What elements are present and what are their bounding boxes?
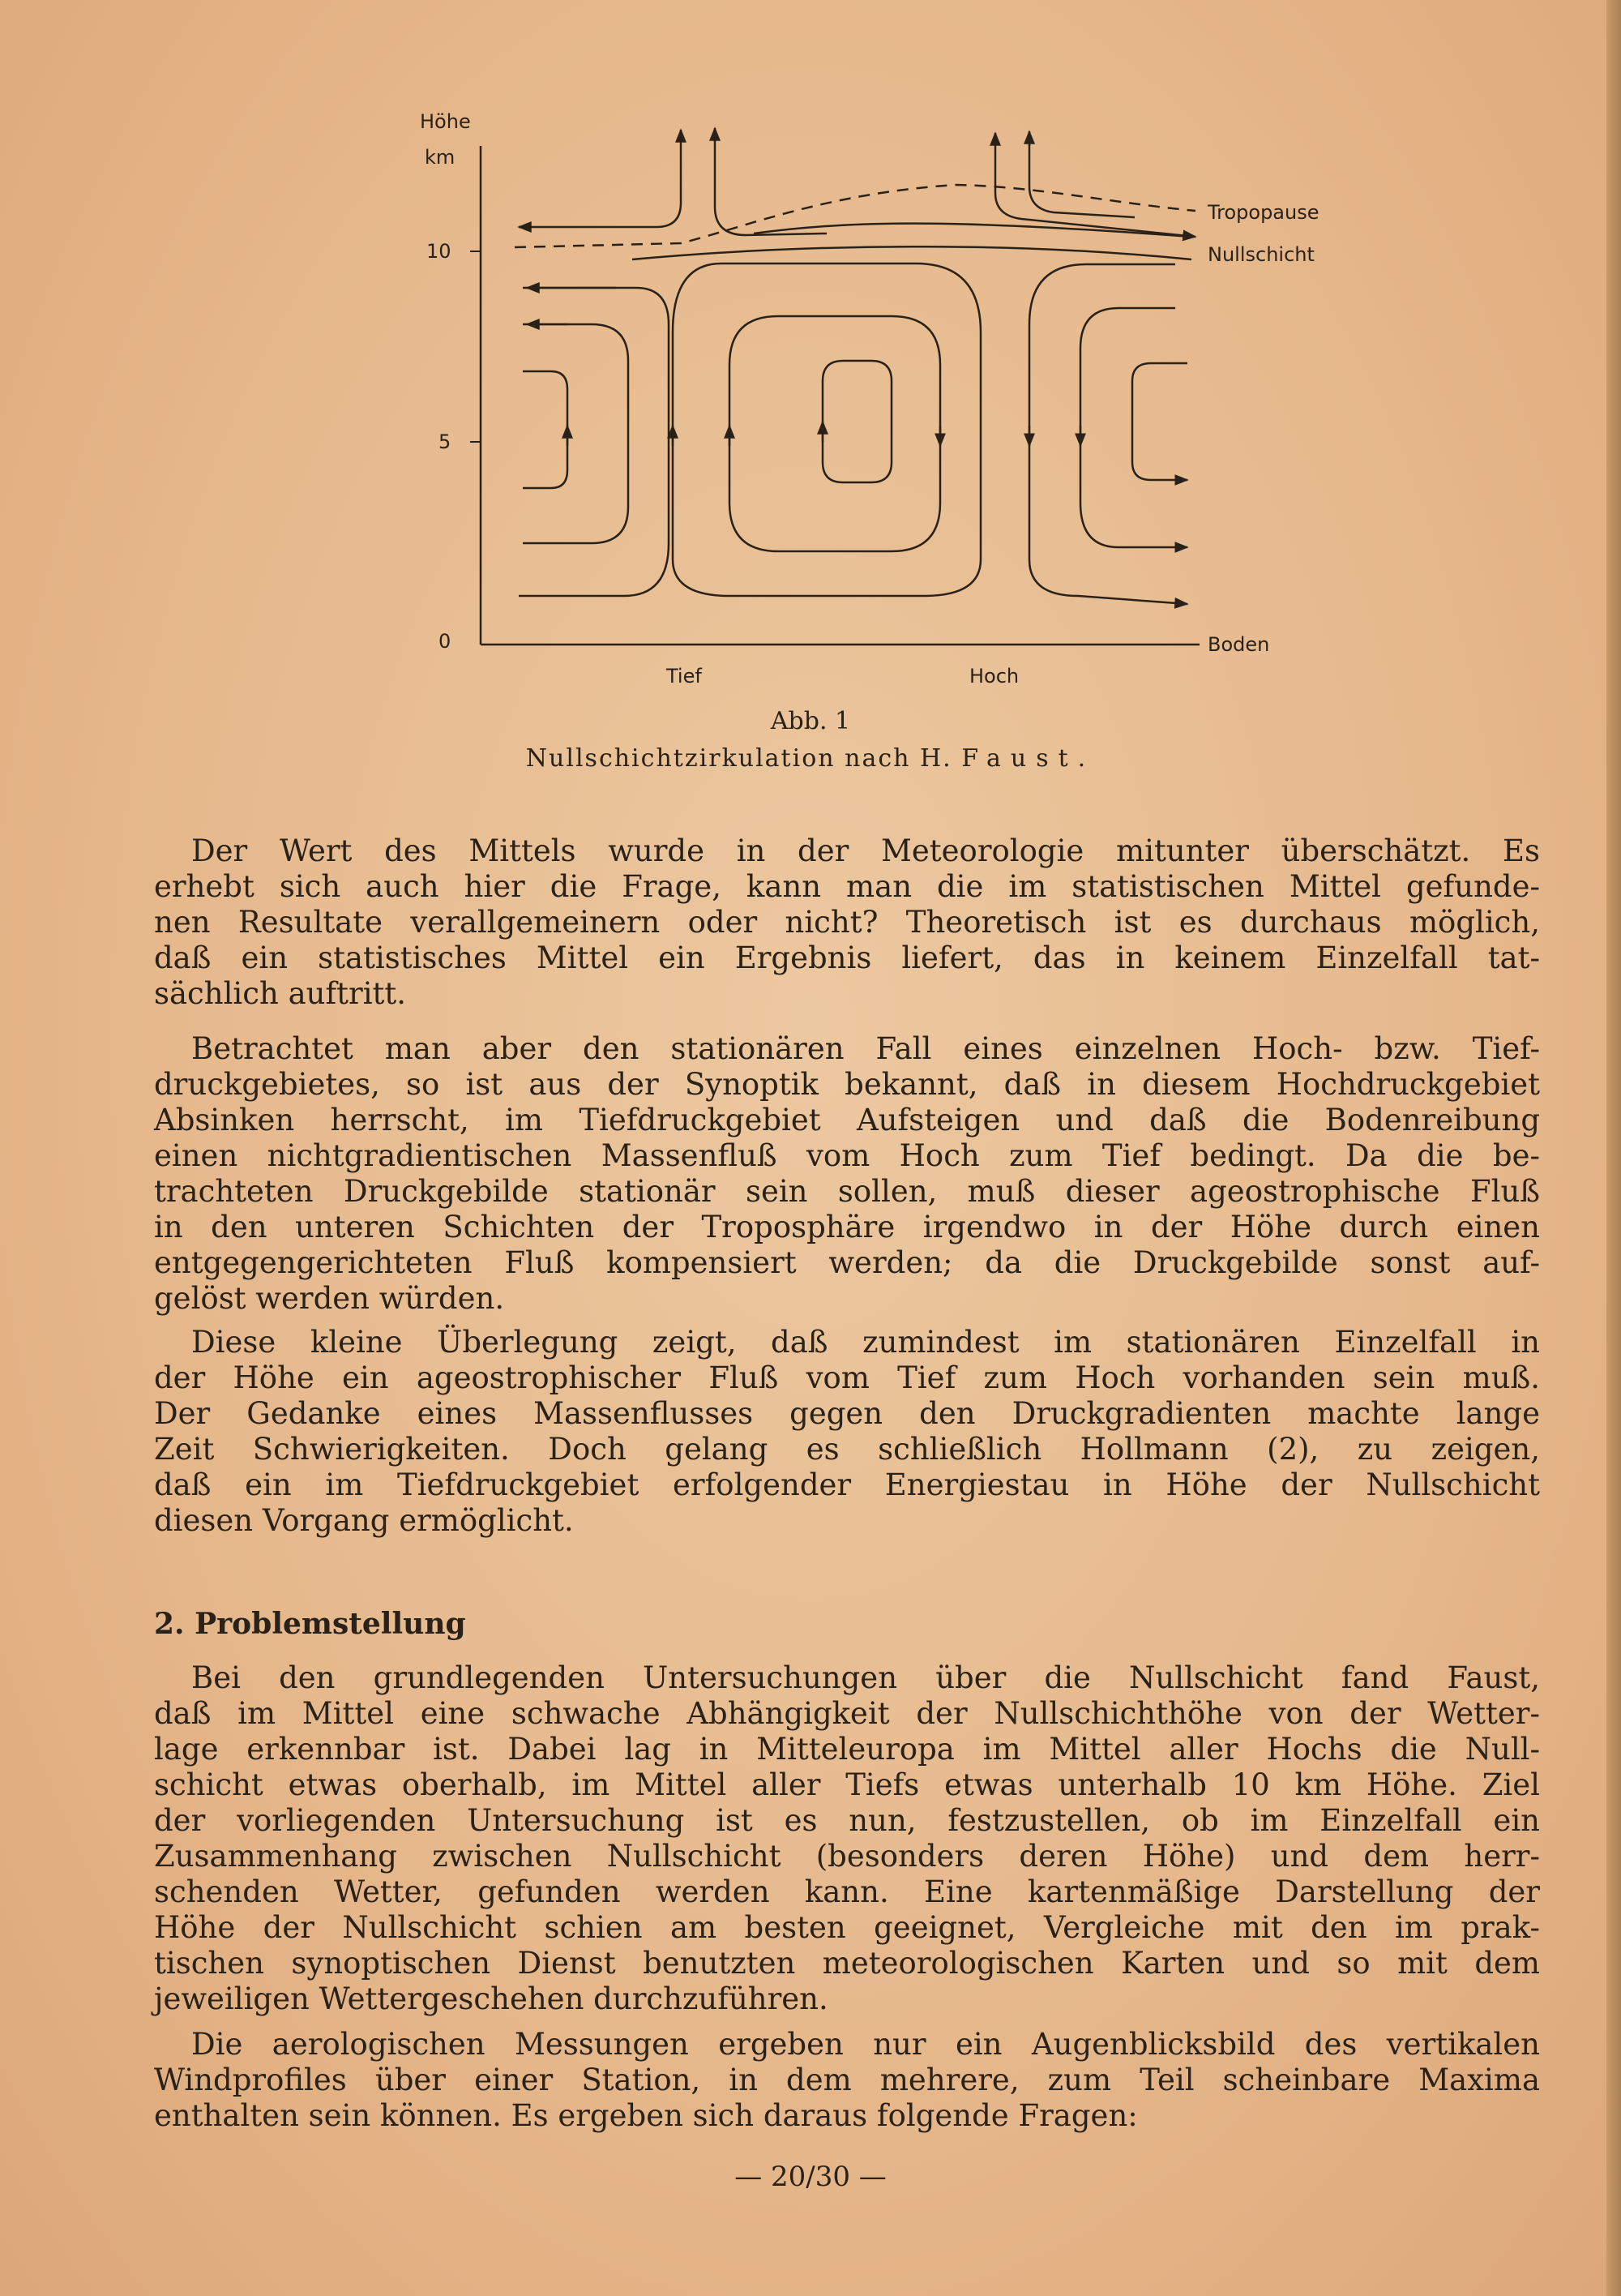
cell-center-inner [823,361,892,482]
page-edge [1606,0,1621,2296]
figure-caption-number: Abb. 1 [770,707,851,735]
label-tief: Tief [666,665,702,688]
cell-left-inner [523,371,567,488]
paragraph-line: Der Gedanke eines Massenflusses gegen den Druckgradienten machte lange [154,1396,1540,1431]
nullschicht-line-2 [632,246,1191,259]
paragraph-line: Bei den grundlegenden Untersuchungen über die Nullschicht fand Faust, [191,1660,1540,1695]
paragraph-line: Der Wert des Mittels wurde in der Meteorologie mitunter überschätzt. Es [191,833,1540,868]
figure-caption-text [0,744,1621,773]
paragraph-line: Betrachtet man aber den stationären Fall eines einzelnen Hoch- bzw. Tief- [191,1031,1540,1066]
outflow-center-left [715,130,827,235]
paragraph-line: Absinken herrscht, im Tiefdruckgebiet Aufsteigen und daß die Bodenreibung [154,1103,1540,1137]
figure-nullschicht-circulation [405,105,1378,705]
paragraph-line: in den unteren Schichten der Troposphäre irgendwo in der Höhe durch einen [154,1210,1540,1244]
paragraph-line: diesen Vorgang ermöglicht. [154,1503,574,1538]
paragraph-line: sächlich auftritt. [154,976,407,1011]
caption-prefix: Nullschichtzirkulation nach H. [525,744,962,773]
paragraph-line: tischen synoptischen Dienst benutzten meteorologischen Karten und so mit dem [154,1946,1540,1981]
outflow-left [519,131,681,227]
paragraph-1 [154,833,1540,1012]
cell-right-outer [1029,264,1187,604]
paragraph-line: Höhe der Nullschicht schien am besten geeignet, Vergleiche mit den im prak- [154,1910,1540,1945]
page-number: — 20/30 — [734,2161,887,2193]
label-hoch: Hoch [969,665,1020,688]
caption-author: Faust. [961,744,1096,773]
circulation-diagram [405,105,1378,705]
paragraph-4 [154,1660,1540,2017]
yaxis-title-km: km [425,146,456,169]
outflow-right [1029,135,1135,217]
paragraph-3 [154,1325,1540,1539]
paragraph-line: der Höhe ein ageostrophischer Fluß vom Tief zum Hoch vorhanden sein muß. [154,1360,1540,1395]
paragraph-line: jeweiligen Wettergeschehen durchzuführen. [154,1981,828,2016]
paragraph-line: Windprofiles über einer Station, in dem mehrere, zum Teil scheinbare Maxima [154,2063,1540,2097]
paragraph-line: Diese kleine Überlegung zeigt, daß zumindest im stationären Einzelfall in [191,1325,1540,1360]
paragraph-line: lage erkennbar ist. Dabei lag in Mitteleuropa im Mittel aller Hochs die Null- [154,1732,1540,1767]
ytick-label-5: 5 [438,430,451,453]
paragraph-line: entgegengerichteten Fluß kompensiert werden; da die Druckgebilde sonst auf- [154,1245,1540,1280]
paragraph-line: erhebt sich auch hier die Frage, kann man die im statistischen Mittel gefunde- [154,869,1540,904]
cell-right-inner [1132,363,1187,480]
paragraph-line: Zeit Schwierigkeiten. Doch gelang es schließlich Hollmann (2), zu zeigen, [154,1432,1540,1467]
paragraph-line: einen nichtgradientischen Massenfluß vom Hoch zum Tief bedingt. Da die be- [154,1138,1540,1173]
paragraph-line: der vorliegenden Untersuchung ist es nun, festzustellen, ob im Einzelfall ein [154,1803,1540,1838]
paragraph-5 [154,2027,1540,2134]
paragraph-line: enthalten sein können. Es ergeben sich daraus folgende Fragen: [154,2098,1138,2133]
paragraph-line: Die aerologischen Messungen ergeben nur ein Augenblicksbild des vertikalen [191,2027,1540,2062]
tropopause-line [515,185,1195,247]
section-heading: 2. Problemstellung [154,1607,466,1641]
paragraph-line: schenden Wetter, gefunden werden kann. Eine kartenmäßige Darstellung der [154,1874,1540,1909]
cell-center-mid [729,316,940,551]
cell-left-outer [519,288,669,596]
outflow-center-right [995,136,1195,237]
yaxis-title-hoehe: Höhe [420,110,471,133]
paragraph-line: daß ein statistisches Mittel ein Ergebnis liefert, das in keinem Einzelfall tat- [154,940,1540,975]
cell-left-mid [523,324,628,543]
paragraph-line: daß im Mittel eine schwache Abhängigkeit der Nullschichthöhe von der Wetter- [154,1696,1540,1731]
paragraph-line: nen Resultate verallgemeinern oder nicht? Theoretisch ist es durchaus möglich, [154,905,1540,940]
paragraph-line: gelöst werden würden. [154,1281,505,1316]
ytick-label-10: 10 [426,240,451,263]
paragraph-2 [154,1031,1540,1317]
label-boden: Boden [1208,633,1270,656]
paragraph-line: daß ein im Tiefdruckgebiet erfolgender Energiestau in Höhe der Nullschicht [154,1467,1540,1502]
paragraph-line: schicht etwas oberhalb, im Mittel aller Tiefs etwas unterhalb 10 km Höhe. Ziel [154,1767,1540,1802]
paragraph-line: Zusammenhang zwischen Nullschicht (besonders deren Höhe) und dem herr- [154,1839,1540,1874]
label-nullschicht: Nullschicht [1208,243,1315,266]
cell-right-mid [1080,308,1187,547]
label-tropopause: Tropopause [1208,201,1319,224]
paragraph-line: trachteten Druckgebilde stationär sein sollen, muß dieser ageostrophische Fluß [154,1174,1540,1209]
cell-center-outer [673,263,981,596]
ytick-label-0: 0 [438,630,451,653]
paragraph-line: druckgebietes, so ist aus der Synoptik bekannt, daß in diesem Hochdruckgebiet [154,1067,1540,1102]
